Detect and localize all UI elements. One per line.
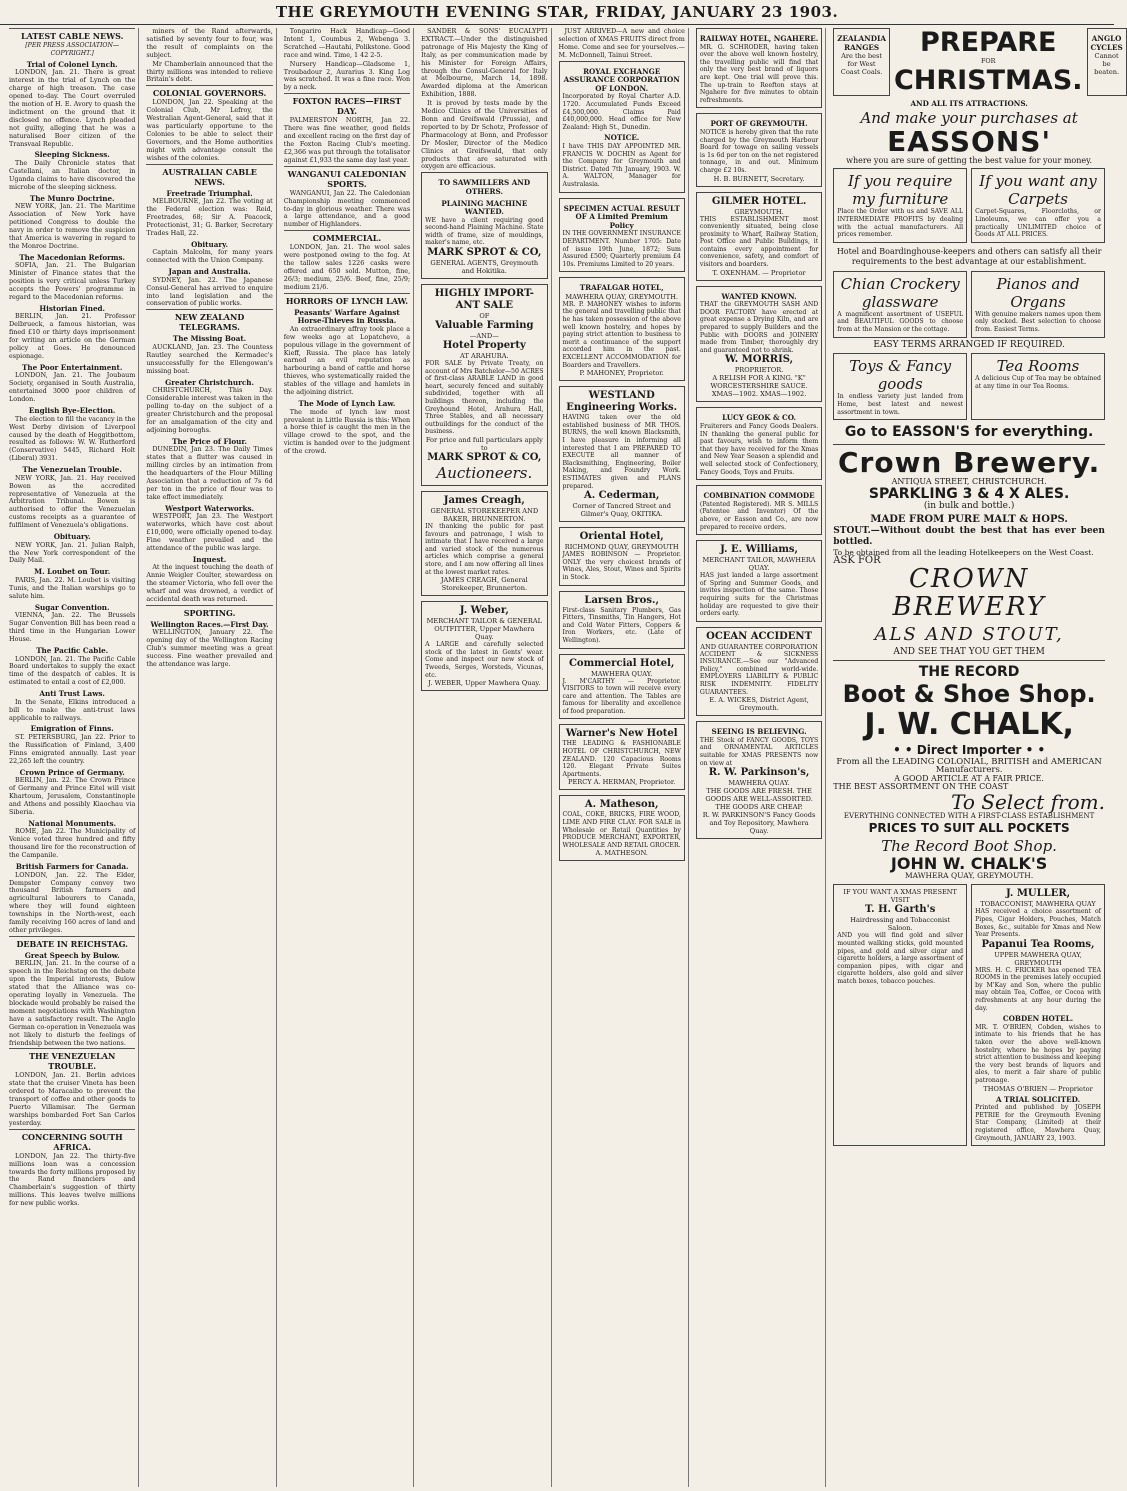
article-heading: Peasants' Warfare Against Horse-Thieves in Russia. <box>294 307 400 326</box>
advert-tea-rooms <box>971 353 1105 420</box>
article-heading: Trial of Colonel Lynch. <box>26 59 118 69</box>
advert-name: R. W. Parkinson's, <box>708 767 810 779</box>
advert-subtitle: GENERAL AGENTS, Greymouth and Hokitika. <box>430 259 539 276</box>
advert-name: J. Weber, <box>459 605 509 617</box>
advert-title: GILMER HOTEL. <box>711 195 807 207</box>
advert-sign: THOMAS O'BRIEN — Proprietor <box>983 1084 1093 1093</box>
section-title: THE VENEZUELAN TROUBLE. <box>9 1048 135 1071</box>
advert-sign: R. W. PARKINSON'S Fancy Goods and Toy Repository, Mawhera Quay. <box>702 811 816 836</box>
article-body: Captain Malcolm, for many years connected with the Union Company. <box>146 248 273 265</box>
advert-zealandia <box>833 28 890 96</box>
article-body: The election to fill the vacancy in the West Derby division of Liverpool caused by the death of Heggitbottom, resulted as follows: W. W. Rutherford (Conservative) 5445, Richard Holt (Liberal) 3931. <box>9 414 136 463</box>
easy-terms-line: EASY TERMS ARRANGED IF REQUIRED. <box>873 339 1065 350</box>
section-title: COLONIAL GOVERNORS. <box>146 85 272 98</box>
advert-title: COBDEN HOTEL. <box>1002 1014 1074 1024</box>
article-heading: The Pacific Cable. <box>36 645 109 655</box>
article-heading: Sleeping Sickness. <box>34 150 110 160</box>
article-heading: Japan and Australia. <box>168 267 251 277</box>
advert-headline: Engineering Works. <box>566 402 678 414</box>
advert-footer: THE GOODS ARE FRESH. THE GOODS ARE WELL-ASSORTED. THE GOODS ARE CHEAP. <box>705 787 813 812</box>
advert-subtitle: MAWHERA QUAY, GREYMOUTH. <box>565 292 679 301</box>
column-sales-ads <box>418 28 551 1487</box>
advert-trafalgar-hotel <box>559 277 685 381</box>
advert-body: A magnificent assortment of USEFUL and BEAUTIFUL GOODS to choose from at the Mansion or the cottage. <box>837 310 964 333</box>
article-body: LONDON, Jan. 22. The Elder, Dempster Company convey two thousand British farmers and agricultural labourers to Canada, where they will found eighteen townships in the North-west, each family receiving 160 acres of land and other privileges. <box>9 870 136 934</box>
advert-matheson <box>559 795 685 861</box>
column-hotel-ads <box>693 28 826 1487</box>
advert-firm: MARK SPROT & CO, <box>427 452 542 463</box>
article-heading: The Missing Boat. <box>172 334 247 344</box>
advert-body: JUST ARRIVED—A new and choice selection of XMAS FRUITS direct from Home. Come and see for yourselves.—M. McDonnell, Tainui Street. <box>558 27 685 59</box>
advert-specimen-policy <box>559 198 685 273</box>
article-body: NEW YORK, Jan. 21. Hay received Bowen as the accredited representative of Venezuela at the Arbitration Tribunal. Bowen is authorised to offer the Venezuelan customs receipts as a guarantee of fulfilment of Venezuela's obligations. <box>9 473 136 530</box>
advert-location: AT ARAHURA. <box>460 352 509 361</box>
article-body: The Daily Chronicle states that Castellani, an Italian doctor, in Uganda claims to have discovered the microbe of the sleeping sickness. <box>9 159 136 191</box>
advert-body: AND you will find gold and silver mounted walking sticks, gold mounted pipes, and gold and silver cigar and cigarette holders, a large assortment of companion pipes, with cigar and cigarette holders, also gold and silver match boxes, tobacco pouches. <box>837 932 964 985</box>
article-body: SOFIA, Jan. 21. The Bulgarian Minister of Finance states that the position is very critical unless Turkey accepts the Powers' programme in regard to the Macedonian reforms. <box>9 261 136 301</box>
column-colonial-news <box>143 28 276 1487</box>
advert-larsen-bros <box>559 591 685 649</box>
section-title: FOXTON RACES—FIRST DAY. <box>284 93 410 116</box>
article-heading: Freetrade Triumphal. <box>166 188 253 198</box>
advert-body: Fruiterers and Fancy Goods Dealers. IN thanking the general public for past favours, wish to inform them that they have received for the Xmas and New Year Season a splendid and well selected stock of Confectionery, Fancy Goods, Toys and Fruits. <box>699 423 819 476</box>
imprint: Printed and published by JOSEPH PETRIE for the Greymouth Evening Star Company, (Limited) at their registered office, Mawhera Quay, Greymouth, JANUARY 23, 1903. <box>975 1104 1101 1142</box>
column-sport-commercial <box>281 28 414 1487</box>
ask-for: ASK FOR <box>833 555 881 567</box>
masthead: THE GREYMOUTH EVENING STAR, FRIDAY, JANUARY 23 1903. <box>0 0 1114 25</box>
advert-title: Chian Crockery glassware <box>840 274 960 311</box>
advert-james-creagh <box>421 491 547 596</box>
advert-body: THE LEADING & FASHIONABLE HOTEL OF CHRISTCHURCH, NEW ZEALAND. 120 Capacious Rooms 120. Elegant Private Suites Apartments. <box>562 740 681 778</box>
advert-title: Toys & Fancy goods <box>849 357 952 394</box>
advert-relish: A RELISH FOR A KING. "K" WORCESTERSHIRE SAUCE. <box>710 374 808 391</box>
hotel-keepers-line: Hotel and Boardinghouse-keepers and others can satisfy all their requirements to the best advantage at our establishment. <box>836 246 1102 266</box>
advert-title: ANGLO CYCLES <box>1090 34 1123 52</box>
prepare-for: FOR <box>980 57 996 65</box>
article-heading: Greater Christchurch. <box>165 377 254 387</box>
best-assortment: THE BEST ASSORTMENT ON THE COAST <box>833 781 1009 791</box>
mawhera-quay: MAWHERA QUAY, GREYMOUTH. <box>905 871 1034 881</box>
jw-chalk: J. W. CHALK, <box>864 706 1074 742</box>
stout-line: STOUT.—Without doubt the best that has ever been bottled. <box>833 526 1105 548</box>
advert-title: ZEALANDIA RANGES <box>837 34 886 52</box>
attractions-line: AND ALL ITS ATTRACTIONS. <box>910 98 1028 108</box>
advert-anglo-cycles <box>1087 28 1127 96</box>
advert-title: T. H. Garth's <box>864 904 936 916</box>
section-title: SPORTING. <box>146 605 272 618</box>
article-body: DUNEDIN, Jan 23. The Daily Times states that a flutter was caused in milling circles by an intimation from the headquarters of the Flour Milling Association that a reduction of 7s 6d per ton in the price of flour was to take effect immediately. <box>146 445 273 501</box>
advert-title: J. E. Williams, <box>720 544 799 556</box>
christmas-headline: CHRISTMAS. <box>893 64 1083 96</box>
article-body: NEW YORK, Jan. 21. Julian Ralph, the New York correspondent of the Daily Mail. <box>9 540 136 565</box>
advert-chian <box>833 271 967 338</box>
article-heading: Wellington Races.—First Day. <box>150 619 269 629</box>
advert-subtitle: AND GUARANTEE CORPORATION <box>700 642 818 651</box>
advert-sign: H. B. BURNETT, Secretary. <box>713 174 805 183</box>
advert-subtitle: MERCHANT TAILOR, MAWHERA QUAY. <box>702 556 816 573</box>
advert-body: It is proved by tests made by the Medico Clinics of the Universities of Bonn and Greifswald (Prussia), and reported to by Dr Schotz, Professor of Pharmacology at Bonn, and Professor Dr Mosler, Director of the Medico Clinics at Greifswald, that only products that are saturated with oxygen are efficacious. <box>421 99 548 171</box>
sparkling-ales: SPARKLING 3 & 4 X ALES. <box>868 486 1070 503</box>
advert-name: James Creagh, <box>443 495 525 506</box>
advert-title: PORT OF GREYMOUTH. <box>710 119 808 129</box>
article-heading: National Monuments. <box>28 818 117 828</box>
article-heading: Obituary. <box>53 532 91 542</box>
article-body: LONDON, Jan. 21. There is great interest in the trial of Lynch on the charge of high treason. The case opened to-day. The Court overruled the motion of H. E. Avory to quash the indictment on the ground that it disclosed no offence. Lynch pleaded not guilty, alleging that he was a naturalised Boer citizen of the Transvaal Republic. <box>9 68 136 148</box>
article-body: WESTPORT, Jan 23. The Westport waterworks, which have cost about £10,000, were officially opened to-day. Fine weather prevailed and the attendance of the public was large. <box>146 512 273 552</box>
advert-body: THIS ESTABLISHMENT most conveniently situated, being close proximity to Wharf, Railway Station, Post Office and Public Buildings, it contains every appointment for convenience, safety, and comfort of visitors and boarders. <box>699 215 819 269</box>
bottom-ads-row <box>833 884 1105 1146</box>
advert-title: RAILWAY HOTEL, NGAHERE. <box>699 34 819 43</box>
article-heading: M. Loubet on Tour. <box>34 567 111 577</box>
advert-warners-hotel <box>559 724 685 790</box>
article-body: LONDON, Jan. 21. Berlin advices state that the cruiser Vineta has been ordered to Maracaibo to prevent the transport of coffee and other goods to Puerto Villamisar. The German warships bombarded Fort San Carlos yesterday. <box>9 1071 136 1127</box>
advert-body: IN THE GOVERNMENT INSURANCE DEPARTMENT. Number 1705: Date of issue 19th June, 1872; Sum Assured £500; Quarterly premium £4 10s. Premiums Limited to 20 years. <box>562 230 681 268</box>
advert-oriental-hotel <box>559 527 685 585</box>
advert-muller <box>971 884 1105 1146</box>
advert-body: Place the Order with us and SAVE ALL INTERMEDIATE PROFITS by dealing with the actual manufacturers. All prices remember. <box>837 208 964 239</box>
advert-body: J. M'CARTHY — Proprietor. VISITORS to town will receive every care and attention. The Tables are famous for liberality and excellence of food preparation. <box>562 677 681 715</box>
advert-wanted-known <box>696 286 822 403</box>
advert-garth <box>833 884 967 1146</box>
article-heading: British Farmers for Canada. <box>15 862 129 871</box>
article-body: LONDON, Jan. 21. The wool sales were postponed owing to the fog. At the tallow sales 1226 casks were offered and 650 sold. Mutton, fine, 26/3; medium, 25/6. Beef, fine, 25/9; medium 21/6. <box>283 243 411 291</box>
advert-planing-machine <box>421 172 547 279</box>
advert-body: MR. P. MAHONEY wishes to inform the general and travelling public that he has taken possession of the above well known hostelry, and hopes by paying strict attention to business to merit a continuance of the support accorded him in the past. EXCELLENT ACCOMMODATION for Boarders and Travellers. <box>562 300 681 369</box>
advert-body: I have THIS DAY APPOINTED MR. FRANCIS W. DOCHIN as Agent for the Company for Greymouth and District. Dated 7th January, 1903. W. A. WALTON, Manager for Australasia. <box>562 142 681 188</box>
article-heading: Obituary. <box>191 239 228 249</box>
to-select: To Select from. <box>951 789 1105 814</box>
purchases-line: And make your purchases at <box>860 108 1078 127</box>
column-cable-news <box>6 28 139 1487</box>
crown-brewery-title: Crown Brewery. <box>837 446 1101 480</box>
advert-title: TRAFALGAR HOTEL, <box>579 283 664 293</box>
article-heading: The Munro Doctrine. <box>29 193 115 203</box>
advert-subtitle: GREYMOUTH. <box>734 207 784 216</box>
advert-subtitle: Hairdressing and Tobacconist Saloon. <box>850 916 951 933</box>
record-boot-shop: The Record Boot Shop. <box>881 837 1057 856</box>
column-business-ads <box>556 28 689 1487</box>
advert-headline: Valuable Farming <box>435 320 534 332</box>
section-title: LATEST CABLE NEWS. <box>9 28 135 41</box>
article-body: At the inquest touching the death of Annie Weigler Coulter, stewardess on the steamer Victoria, who fell over the wharf and was drowned, a verdict of accidental death was returned. <box>146 563 273 603</box>
advert-sign: T. OXENHAM. — Proprietor <box>712 268 806 277</box>
article-body: BERLIN, Jan. 21. In the course of a speech in the Reichstag on the debate upon the Imperial interests, Bulow stated that the Alliance was co-operating loyally in Venezuela. The blockade would probably be raised the moment negotiations with Washington have a satisfactory result. The Anglo German co-operation in Venezuela was not likely to disturb the feelings of friendship between the two nations. <box>9 959 136 1047</box>
advert-title: OCEAN ACCIDENT <box>706 630 813 642</box>
article-body: PARIS, Jan. 22. M. Loubet is visiting Tunis, and the Italian warships go to salute him. <box>9 575 136 600</box>
article-heading: Westport Waterworks. <box>165 503 255 513</box>
advert-of: OF <box>479 312 490 321</box>
article-heading: The Poor Entertainment. <box>22 362 123 372</box>
advert-sign: JAMES CREAGH, General Storekeeper, Brunnerton. <box>440 576 528 593</box>
go-to-eassons: Go to EASSON'S for everything. <box>844 424 1094 441</box>
article-heading: Historian Fined. <box>39 303 106 313</box>
advert-sign: E. A. WICKES, District Agent, Greymouth. <box>709 696 809 713</box>
cable-news-list <box>9 61 135 935</box>
advert-trial: A TRIAL SOLICITED. <box>995 1094 1081 1104</box>
advert-lucy-geok <box>696 407 822 480</box>
article-heading: The Mode of Lynch Law. <box>298 399 396 408</box>
article-body: Tongariro Hack Handicap—Good Intent 1, Coumbus 2, Webenga 3. Scratched —Hautahi, Polikstone. Good race and wind. Time, 1 42 2-5. <box>283 27 411 59</box>
advert-gilmer-hotel <box>696 192 822 281</box>
article-body: WANGANUI, Jan 22. The Caledonian Championship meeting commenced to-day in glorious weather. There was a large attendance, and a good number of Highlanders. <box>283 188 411 229</box>
obtained-line: To be obtained from all the leading Hotelkeepers on the West Coast. <box>833 548 1094 558</box>
eassons-logo: EASSONS' <box>887 124 1052 158</box>
article-body: LONDON, Jan. 21. The Joubaum Society, organised in South Australia, entertained 3000 poor children of London. <box>9 371 136 404</box>
advert-sign: P. MAHONEY, Proprietor. <box>579 369 664 378</box>
crown-brewery-address: ANTIQUA STREET, CHRISTCHURCH. <box>891 477 1047 487</box>
advert-subtitle: MAWHERA QUAY. <box>728 779 790 788</box>
advert-intro: IF YOU WANT A XMAS PRESENT VISIT <box>843 888 957 905</box>
article-body: SYDNEY, Jan. 22. The Japanese Consul-General has arrived to enquire into land legislation and the conservation of public works. <box>146 275 273 308</box>
advert-body: Carpet-Squares, Floorcloths, or Linoleums, we can offer you a practically UNLIMITED choice of Goods AT ALL PRICES. <box>975 208 1101 239</box>
press-note: [PER PRESS ASSOCIATION—COPYRIGHT.] <box>25 42 120 57</box>
advert-title: Tea Rooms <box>996 357 1080 376</box>
advert-title: J. MULLER, <box>1005 888 1071 900</box>
advert-body: ACCIDENT & SICKNESS INSURANCE.—See our "Advanced Policy," combined world-wide. EMPLOYERS LIABILITY & PUBLIC RISK INDEMNITY. FIDELITY GUARANTEES. <box>699 650 819 696</box>
advert-title: Pianos and Organs <box>996 274 1080 311</box>
advert-body: NOTICE is hereby given that the rate charged by the Greymouth Harbour Board for towage on sailing vessels is 1s 6d per ton on the net registered tonnage, in and out. Minimum charge £2 10s. <box>699 128 819 174</box>
article-body: VIENNA, Jan. 22. The Brussels Sugar Convention Bill has been read a third time in the Hungarian Lower House. <box>9 611 136 643</box>
advert-body: A LARGE and carefully selected stock of the latest in Gents' wear. Come and inspect our new stock of Tweeds, Serges, Worsteds, Vicunas, etc. <box>425 641 544 679</box>
john-chalk: JOHN W. CHALK'S <box>890 854 1048 874</box>
advert-furniture <box>833 168 967 242</box>
advert-body: COAL, COKE, BRICKS, FIRE WOOD, LIME AND FIRE CLAY. FOR SALE in Wholesale or Retail Quantities by PRODUCE MERCHANT, EXPORTER, WHOLESALE AND RETAIL GROCER. <box>562 811 681 849</box>
advert-subtitle: MERCHANT TAILOR & GENERAL OUTFITTER, Upper Mawhera Quay. <box>426 617 542 642</box>
advert-body: WE have a client requiring good second-hand Plaining Machine. State width of frame, size of mouldings, maker's name, etc. <box>425 216 544 247</box>
article-heading: English Bye-Election. <box>28 406 116 416</box>
article-body: LONDON, Jan. 21. The Pacific Cable Board undertakes to supply the exact time of the despatch of cables. It is estimated to entail a cost of £2,000. <box>9 654 136 687</box>
advert-title: COMBINATION COMMODE <box>703 491 815 501</box>
advert-body: Incorporated by Royal Charter A.D. 1720. Accumulated Funds Exceed £4,500,000. Claims Paid £40,000,000. Head office for New Zealand: High St., Dunedin. <box>562 93 681 131</box>
page-columns <box>6 27 1123 1487</box>
article-heading: The Macedonian Reforms. <box>19 252 126 262</box>
article-body: CHRISTCHURCH, This Day. Considerable interest was taken in the polling to-day on the subject of a greater Christchurch and the proposal for an amalgamation of the city and adjoining boroughs. <box>146 386 273 434</box>
article-heading: Anti Trust Laws. <box>39 689 105 699</box>
advert-title: Oriental Hotel, <box>579 531 664 543</box>
advert-commode <box>696 485 822 535</box>
article-body: WELLINGTON, January 22. The opening day of the Wellington Racing Club's summer meeting was a great success. Fine weather prevailed and the attendance was large. <box>146 628 273 668</box>
advert-title: A. Matheson, <box>584 799 659 811</box>
prepare-headline: PREPARE <box>919 27 1057 58</box>
article-body: ST. PETERSBURG, Jan 22. Prior to the Russification of Finland, 3,400 Finns emigrated annually. Last year 22,265 left the country. <box>9 733 136 765</box>
advert-westland-engineering <box>559 386 685 522</box>
advert-ocean-accident <box>696 627 822 717</box>
advert-firm: MARK SPROT & CO, <box>427 247 542 259</box>
article-heading: Crown Prince of Germany. <box>19 767 125 777</box>
advert-xmas: XMAS—1902. XMAS—1902. <box>711 390 807 399</box>
advert-parkinson <box>696 721 822 839</box>
article-body: Nursery Handicap—Gladsome 1, Troubadour 2, Aurarius 3. King Log was scratched. It was a fine race. Won by a neck. <box>283 59 411 92</box>
advert-title: Warner's New Hotel <box>565 728 678 740</box>
advert-body: FOR SALE by Private Treaty, on account of Mrs Batchelor—50 ACRES of first-class ARABLE LAND in good heart, securely fenced and suitably subdivided, together with all buildings thereon, including the Greyhound Hotel, Arahura Hall, Three Stables, and all necessary outbuildings for the conduct of the business. <box>425 360 544 436</box>
article-body: LONDON, Jan 22. Speaking at the Colonial Club, Mr Lefroy, the Westralian Agent-General, said that it was particularly opportune to the Colonies to be able to select their Governors, and the Home authorities might with advantage consult the wishes of the colonies. <box>146 98 273 162</box>
advert-subtitle: PROPRIETOR. <box>734 366 784 375</box>
advert-headline: ANT SALE <box>455 300 514 312</box>
advert-body: Are the best for West Coast Coals. <box>840 52 883 77</box>
article-body: AUCKLAND, Jan. 23. The Countess Rautley searched the Kermadec's unsuccessfully for the Ellengowan's missing boat. <box>146 342 273 375</box>
section-title: WANGANUI CALEDONIAN SPORTS. <box>284 166 410 189</box>
advert-title: SEEING IS BELIEVING. <box>711 727 807 737</box>
nz-telegrams-list <box>146 335 272 603</box>
advert-prepare <box>894 28 1083 96</box>
article-body: LONDON, Jan 22. The thirty-five millions loan was a concession towards the forty millions proposed by the Rand financiers and Chamberlain's suggestion of thirty millions. This leaves twelve millions for new public works. <box>9 1151 136 1208</box>
article-heading: The Price of Flour. <box>172 436 248 446</box>
als-stout: ALS AND STOUT, <box>874 623 1064 645</box>
the-record: THE RECORD <box>918 663 1020 680</box>
advert-body: HAVING taken over the old established business of MR THOS. BURNS, the well known Blacksmith, I have pleasure in informing all interested that I am PREPARED TO EXECUTE all manner of Blacksmithing, Engineering, Boiler Making, and Foundry Work. ESTIMATES given and PLANS prepared. <box>562 414 681 490</box>
article-body: Mr Chamberlain announced that the thirty millions was intended to relieve Britain's debt. <box>146 59 273 84</box>
advert-title: Larsen Bros., <box>584 594 659 606</box>
advert-title: If you want any Carpets <box>979 172 1097 209</box>
advert-body: With genuine makers names upon them only stocked. Best selection to choose from. Easiest Terms. <box>975 310 1101 333</box>
advert-role: Auctioneers. <box>436 464 533 482</box>
divider <box>833 660 1105 661</box>
australian-news-list <box>146 190 272 309</box>
advert-headline: Hotel Property <box>442 340 526 352</box>
easson-header <box>833 27 1123 96</box>
advert-body: JAMES ROBINSON — Proprietor. ONLY the very choicest brands of Wines, Ales, Stout, Wines and Spirits in Stock. <box>562 551 681 581</box>
boot-shoe-shop: Boot & Shoe Shop. <box>842 679 1096 708</box>
advert-sign: A. MATHESON. <box>595 849 648 858</box>
advert-title: Commercial Hotel, <box>568 657 675 669</box>
advert-body: MRS. H. C. FRICKER has opened TEA ROOMS in the premises lately occupied by M'Kay and Son, where the public may obtain Tea, Coffee, or Cocoa with refreshments at any hour during the day. <box>975 966 1101 1012</box>
section-title: NEW ZEALAND TELEGRAMS. <box>146 309 272 332</box>
divider <box>833 444 1105 445</box>
section-title: HORRORS OF LYNCH LAW. <box>284 293 410 306</box>
advert-body: MR. G. SCHRODER, having taken over the above well known hostelry, the travelling public will find that only the very best brand of liquors are kept. One trial will prove this. The up-train to Reefton stays at Ngahere for five minutes to obtain refreshments. <box>699 43 819 104</box>
article-body: In the Senate, Elkins introduced a bill to make the anti-trust laws applicable to railways. <box>9 697 136 722</box>
article-body: The mode of lynch law most prevalent in Little Russia is this: When a horse thief is caught the men in the village crowd to the spot, and the victim is handed over to the judgment of the crowd. <box>283 407 411 456</box>
advert-body: First-class Sanitary Plumbers, Gas Fitters, Tinsmiths, Tin Hangers, Hot and Cold Water Fitters, Coppers & Iron Workers, etc. (Late of Wellington). <box>562 606 681 644</box>
advert-body: A delicious Cup of Tea may be obtained at any time in our Tea Rooms. <box>975 375 1101 391</box>
advert-j-weber <box>421 601 547 691</box>
advert-title: LUCY GEOK & CO. <box>722 413 797 423</box>
advert-subtitle: RICHMOND QUAY, GREYMOUTH <box>564 543 679 552</box>
advert-sign: J. WEBER, Upper Mawhera Quay. <box>428 679 541 688</box>
advert-subtitle: TOBACCONIST, MAWHERA QUAY <box>980 900 1096 909</box>
advert-title: If you require my furniture <box>848 172 953 209</box>
good-article: A GOOD ARTICLE AT A FAIR PRICE. <box>894 773 1044 783</box>
article-heading: Inquest. <box>192 554 227 564</box>
advert-and: —AND— <box>469 332 499 341</box>
everything-line: EVERYTHING CONNECTED WITH A FIRST-CLASS ESTABLISHMENT <box>843 811 1095 820</box>
advert-pianos <box>971 271 1105 338</box>
article-heading: Great Speech by Bulow. <box>24 950 120 960</box>
advert-heading: PLAINING MACHINE WANTED. <box>441 198 528 217</box>
advert-title: WESTLAND <box>588 390 655 402</box>
column-display-ads <box>830 27 1123 1487</box>
best-value-line: where you are sure of getting the best value for your money. <box>846 155 1093 165</box>
advert-body: HAS just landed a large assortment of Spring and Summer Goods, and invites inspection of the same. Those requiring suits for the Christmas holiday are requested to give their orders early. <box>699 572 819 618</box>
advert-body: THE Stock of FANCY GOODS, TOYS and ORNAMENTAL ARTICLES suitable for XMAS PRESENTS now on view at <box>699 736 819 767</box>
advert-title: Papanui Tea Rooms, <box>981 938 1095 950</box>
advert-body: MR. T. O'BRIEN, Cobden, wishes to intimate to his friends that he has taken over the above well-known hostelry, where he hopes by paying strict attention to business and keeping the very best brands of liquors and ales, to merit a fair share of public patronage. <box>975 1023 1101 1084</box>
article-heading: The Venezuelan Trouble. <box>22 465 122 475</box>
advert-toys <box>833 353 967 420</box>
pure-malt: MADE FROM PURE MALT & HOPS. <box>870 514 1068 526</box>
advert-je-williams <box>696 540 822 622</box>
advert-title: WANTED KNOWN. <box>721 291 797 301</box>
advert-title: TO SAWMILLERS AND OTHERS. <box>438 178 531 196</box>
bulk-bottle: (in bulk and bottle.) <box>923 501 1015 512</box>
advert-body: (Patented Registered). MR S. MILLS (Patentee and Inventor) Of the above, or Easson and Co., are now prepared to receive orders. <box>699 500 819 531</box>
advert-name: A. Cederman, <box>583 490 660 502</box>
advert-carpets <box>971 168 1105 242</box>
advert-body: IN thanking the public for past favours and patronage, I wish to intimate that I have received a large and varied stock of the numerous articles which comprise a general store, and I am now offering all lines at the lowest market rates. <box>425 523 544 576</box>
see-that-line: AND SEE THAT YOU GET THEM <box>893 646 1045 657</box>
advert-title: ROYAL EXCHANGE ASSURANCE CORPORATION OF LONDON. <box>563 66 680 93</box>
easson-grid-row-1 <box>833 168 1105 242</box>
article-body: BERLIN, Jan. 21. Professor Delbrueck, a famous historian, was fined £10 or thirty days imprisonment for writing an article on the German policy at Goes. He denounced espionage. <box>9 312 136 360</box>
advert-subtitle: GENERAL STOREKEEPER AND BAKER, BRUNNERTON. <box>430 507 539 523</box>
article-heading: Sugar Convention. <box>34 602 110 612</box>
advert-port-notice <box>696 113 822 186</box>
easson-grid-row-2 <box>833 271 1105 338</box>
section-title: AUSTRALIAN CABLE NEWS. <box>146 164 272 187</box>
easson-grid-row-3 <box>833 353 1105 420</box>
advert-subtitle: UPPER MAWHERA QUAY, GREYMOUTH <box>994 950 1082 967</box>
advert-royal-exchange <box>559 61 685 193</box>
article-heading: Emigration of Finns. <box>30 724 114 734</box>
advert-name: W. MORRIS, <box>725 354 794 366</box>
section-title: DEBATE IN REICHSTAG. <box>9 936 135 949</box>
advert-subtitle: MAWHERA QUAY. <box>591 669 653 678</box>
advert-body: SANDER & SONS' EUCALYPTI EXTRACT.—Under the distinguished patronage of His Majesty the King of Italy, as per communication made by his Minister for Foreign Affairs, through the Consul-General for Italy at Melbourne, March 14, 1898. Awarded diploma at the American Exhibition, 1888. <box>421 27 548 99</box>
advert-headline: HIGHLY IMPORT- <box>434 288 534 300</box>
section-title: COMMERCIAL. <box>284 230 410 243</box>
advert-railway-hotel <box>696 28 822 108</box>
advert-body: In endless variety just landed from Home, best latest and newest assortment in town. <box>837 393 964 416</box>
advert-commercial-hotel <box>559 654 685 720</box>
advert-body: HAS received a choice assortment of Pipes, Cigar Holders, Pouches, Match Boxes, &c., suitable for Xmas and New Year Presents. <box>975 908 1101 939</box>
article-body: ROME, Jan 22. The Municipality of Venice voted three hundred and fifty thousand lire for the reconstruction of the Campanile. <box>9 827 136 860</box>
article-body: miners of the Rand afterwards, satisfied by seventy four to four, was the result of complaints on the subject. <box>146 27 273 59</box>
article-body: PALMERSTON NORTH, Jan 22. There was fine weather, good fields and excellent racing on the first day of the Foxton Racing Club's meeting. £2,366 was put through the totalisator against £1,933 the same day last year. <box>283 116 411 164</box>
article-body: NEW YORK, Jan. 21. The Maritime Association of New York have petitioned Congress to double the navy in order to remove the suspicion that America is wavering in regard to the Monroe Doctrine. <box>9 202 136 250</box>
advert-address: Corner of Tancred Street and Gilmer's Quay, OKITIKA. <box>572 502 671 519</box>
advert-body: Cannot be beaten. <box>1094 52 1120 77</box>
advert-footer: For price and full particulars apply to <box>425 436 543 452</box>
prices-line: PRICES TO SUIT ALL POCKETS <box>868 821 1070 836</box>
section-title: CONCERNING SOUTH AFRICA. <box>9 1129 135 1152</box>
article-body: An extraordinary affray took place a few weeks ago at Lopatchevo, a populous village in the government of Kieff, Russia. The place has lately earned an evil reputation as harbouring a band of cattle and horse thieves, who systematically raided the stables of the village and hamlets in the adjoining district. <box>283 324 411 397</box>
crown-brewery-outline: CROWN BREWERY <box>892 563 1046 622</box>
advert-title: NOTICE. <box>604 133 640 143</box>
advert-sign: PERCY A. HERMAN, Proprietor. <box>568 778 676 787</box>
article-body: BERLIN, Jan. 22. The Crown Prince of Germany and Prince Eitel will visit Khartoum, Jerusalem, Constantinople and Athens and possibly Kiaochau via Siberia. <box>9 776 136 816</box>
advert-farm-sale <box>421 284 547 486</box>
advert-title: SPECIMEN ACTUAL RESULT OF A Limited Premium Policy <box>563 203 680 230</box>
article-body: MELBOURNE, Jan 22. The voting at the Federal election was: Reid, Freetrades, 68; Sir A. Peacock, Protectionist, 31; G. Barker, Secretary Trades Hall, 22. <box>146 197 273 237</box>
from-all-line: From all the LEADING COLONIAL, BRITISH and AMERICAN Manufacturers. <box>836 756 1102 775</box>
advert-body: THAT the GREYMOUTH SASH AND DOOR FACTORY have erected at great expense a Drying Kiln, and are prepared to supply Builders and the Public with DOORS and JOINERY made from Timber, thoroughly dry and guaranteed not to shrink. <box>699 301 819 354</box>
direct-importer: • • Direct Importer • • <box>893 742 1046 757</box>
